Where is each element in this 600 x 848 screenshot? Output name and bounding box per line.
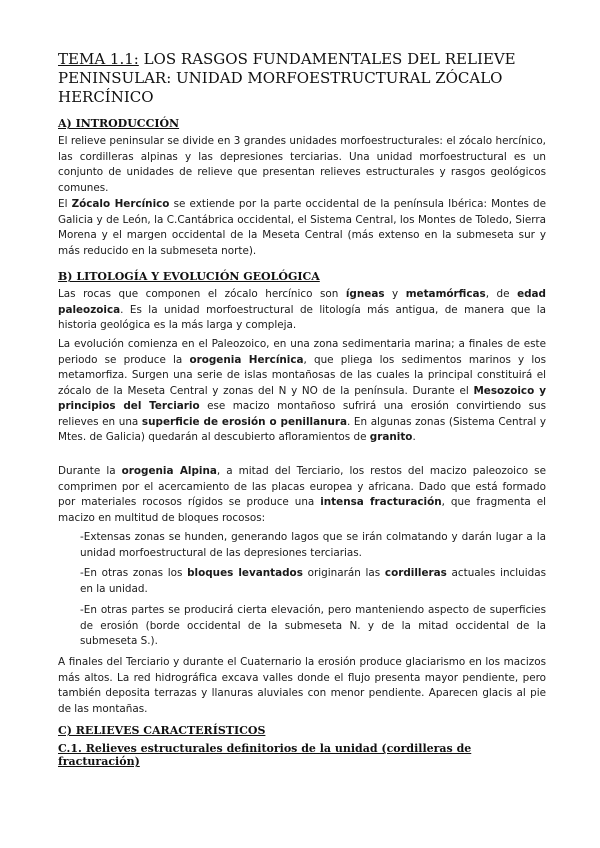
- emphasis-text: cordilleras: [384, 567, 447, 579]
- text-run: , que pliega los sedimentos marinos y los metamorfiza. Surgen una serie de islas montañosas de las cuales la principal constituirá el zócalo de la Meseta Central y zonas del N y NO de la península. Durante el: [58, 353, 546, 397]
- emphasis-text: bloques levantados: [187, 567, 303, 579]
- text-run: , que fragmenta el macizo en multitud de bloques rocosos:: [58, 496, 546, 524]
- bullet-bloques-levantados: [80, 566, 546, 597]
- text-run: Las rocas que componen el zócalo hercínico son: [58, 288, 346, 300]
- emphasis-text: intensa fracturación: [320, 496, 442, 508]
- section-heading-introduccion: A) INTRODUCCIÓN: [58, 117, 180, 130]
- text-run: actuales incluidas en la unidad.: [80, 567, 546, 595]
- page-title: [58, 50, 558, 107]
- emphasis-text: granito: [369, 431, 413, 443]
- text-run: El: [58, 198, 72, 210]
- paragraph-cuaternario: A finales del Terciario y durante el Cuaternario la erosión produce glaciarismo en los macizos más altos. La red hidrográfica excava valles donde el flujo presenta mayor pendiente, pero también deposita terrazas y llanuras aluviales con menor pendiente. Aparecen glacis al pie de las montañas.: [58, 656, 546, 715]
- text-run: ese macizo montañoso sufrirá una erosión convirtiendo sus relieves en una: [58, 400, 547, 428]
- emphasis-text: Zócalo Hercínico: [71, 198, 170, 210]
- bullet-elevacion: -En otras partes se producirá cierta elevación, pero manteniendo aspecto de superficies de erosión (borde occidental de la submeseta N. y de la mitad occidental de la submeseta S.).: [80, 604, 546, 647]
- text-run: , de: [485, 288, 518, 300]
- title-text: LOS RASGOS FUNDAMENTALES DEL RELIEVE PENINSULAR: UNIDAD MORFOESTRUCTURAL ZÓCALO HERCÍNICO: [58, 50, 516, 106]
- text-run: Durante la: [58, 465, 122, 477]
- emphasis-text: superficie de erosión o penillanura: [141, 415, 348, 428]
- text-run: . En algunas zonas (Sistema Central y Mtes. de Galicia) quedarán al descubierto afloramientos de: [58, 415, 547, 443]
- paragraph-orogenia-alpina: [58, 464, 546, 526]
- text-run: La evolución comienza en el Paleozoico, en una zona sedimentaria marina; a finales de este periodo se produce la: [58, 338, 546, 366]
- emphasis-text: metamórficas: [405, 288, 486, 300]
- text-run: y: [384, 288, 406, 300]
- section-heading-litologia: B) LITOLOGÍA Y EVOLUCIÓN GEOLÓGICA: [58, 270, 320, 283]
- paragraph-litologia: [58, 287, 546, 334]
- text-run: -En otras zonas los: [80, 567, 188, 579]
- paragraph-intro: El relieve peninsular se divide en 3 grandes unidades morfoestructurales: el zócalo hercínico, las cordilleras alpinas y las depresiones terciarias. Una unidad morfoestructural es un conjunto de unidades de relieve que presentan relieves estructurales y rasgos geológicos comunes.: [58, 135, 546, 194]
- bullet-hundimiento: -Extensas zonas se hunden, generando lagos que se irán colmatando y darán lugar a la unidad morfoestructural de las depresiones terciarias.: [80, 531, 546, 559]
- subsection-heading-relieves-estructurales: C.1. Relieves estructurales definitorios de la unidad (cordilleras de fracturación): [58, 742, 472, 768]
- text-run: originarán las: [302, 567, 385, 579]
- text-run: .: [412, 431, 416, 443]
- section-heading-relieves: C) RELIEVES CARACTERÍSTICOS: [58, 724, 266, 737]
- text-run: se extiende por la parte occidental de la península Ibérica: Montes de Galicia y de León, la C.Cantábrica occidental, el Sistema Central, los Montes de Toledo, Sierra Morena y el margen occidental de la Meseta Central (más extenso en la submeseta sur y más reducido en la submeseta norte).: [58, 198, 546, 257]
- title-lead: TEMA 1.1:: [58, 50, 139, 68]
- emphasis-text: Mesozoico y principios del Terciario: [58, 384, 546, 412]
- emphasis-text: orogenia Alpina: [121, 465, 217, 477]
- paragraph-evolucion: [58, 337, 546, 446]
- paragraph-zocalo-location: [58, 197, 546, 259]
- emphasis-text: ígneas: [345, 288, 385, 300]
- emphasis-text: orogenia Hercínica: [189, 353, 304, 366]
- text-run: . Es la unidad morfoestructural de litología más antigua, de manera que la historia geológica es la más larga y compleja.: [58, 303, 546, 331]
- text-run: , a mitad del Terciario, los restos del macizo paleozoico se comprimen por el acercamiento de las placas europea y africana. Dado que está formado por materiales rocosos rígidos se produce una: [58, 465, 546, 508]
- emphasis-text: edad paleozoica: [58, 288, 546, 316]
